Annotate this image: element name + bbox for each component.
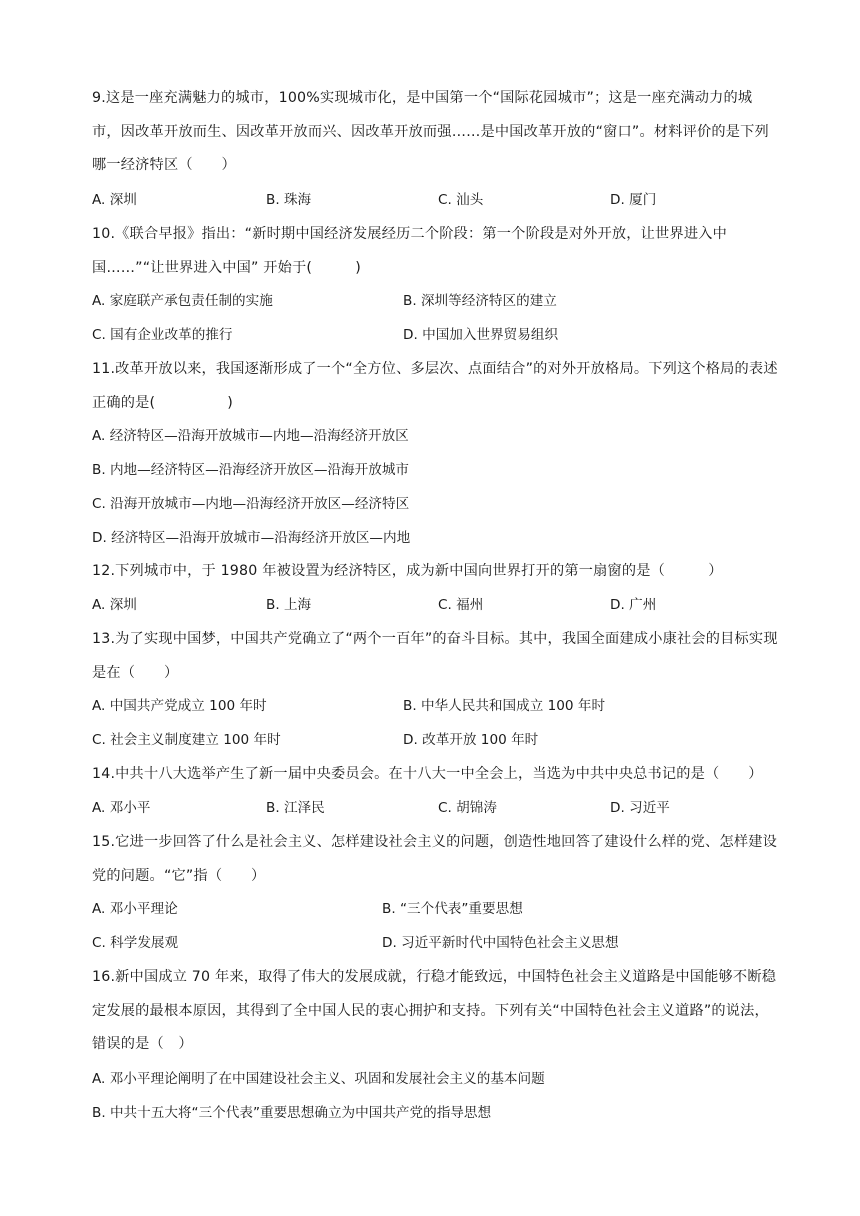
option-a[interactable]: A. 邓小平 (92, 800, 151, 816)
question-11-option-a-row (92, 420, 782, 453)
option-a[interactable]: A. 邓小平理论阐明了在中国建设社会主义、巩固和发展社会主义的基本问题 (92, 1071, 545, 1087)
option-b[interactable]: B. 江泽民 (266, 800, 325, 816)
option-c[interactable]: C. 汕头 (438, 192, 484, 208)
question-12-stem: 12.下列城市中，于 1980 年被设置为经济特区，成为新中国向世界打开的第一扇窗的是（ ） (92, 563, 723, 579)
question-16-option-b-row (92, 1097, 782, 1130)
question-15-options-row-1 (92, 893, 782, 926)
option-b[interactable]: B. 中华人民共和国成立 100 年时 (403, 698, 606, 714)
option-d[interactable]: D. 广州 (610, 597, 657, 613)
question-11-stem: 11.改革开放以来，我国逐渐形成了一个“全方位、多层次、点面结合”的对外开放格局。下列这个格局的表述正确的是( ) (92, 361, 778, 411)
question-11-option-b-row (92, 454, 782, 487)
option-d[interactable]: D. 经济特区—沿海开放城市—沿海经济开放区—内地 (92, 530, 411, 546)
question-13-options-row-2 (92, 724, 782, 757)
option-b[interactable]: B. 深圳等经济特区的建立 (403, 293, 557, 309)
option-c[interactable]: C. 国有企业改革的推行 (92, 327, 233, 343)
question-12-options (92, 589, 782, 622)
question-13-options-row-1 (92, 690, 782, 723)
question-11-option-c-row (92, 488, 782, 521)
option-a[interactable]: A. 经济特区—沿海开放城市—内地—沿海经济开放区 (92, 428, 409, 444)
option-b[interactable]: B. 上海 (266, 597, 312, 613)
option-a[interactable]: A. 中国共产党成立 100 年时 (92, 698, 267, 714)
option-c[interactable]: C. 沿海开放城市—内地—沿海经济开放区—经济特区 (92, 496, 410, 512)
question-9-stem: 9.这是一座充满魅力的城市，100%实现城市化，是中国第一个“国际花园城市”；这是一座充满动力的城市，因改革开放而生、因改革开放而兴、因改革开放而强……是中国改革开放的“窗口”。材料评价的是下列哪一经济特区（ ） (92, 90, 769, 173)
question-14-stem: 14.中共十八大选举产生了新一届中央委员会。在十八大一中全会上，当选为中共中央总书记的是（ ） (92, 766, 763, 782)
option-d[interactable]: D. 改革开放 100 年时 (403, 732, 539, 748)
question-9-options (92, 184, 782, 217)
option-d[interactable]: D. 习近平 (610, 800, 670, 816)
question-10-stem: 10.《联合早报》指出：“新时期中国经济发展经历二个阶段：第一个阶段是对外开放，让世界进入中国……”“让世界进入中国” 开始于( ) (92, 226, 727, 276)
option-a[interactable]: A. 邓小平理论 (92, 901, 178, 917)
option-d[interactable]: D. 中国加入世界贸易组织 (403, 327, 559, 343)
option-a[interactable]: A. 家庭联产承包责任制的实施 (92, 293, 273, 309)
option-b[interactable]: B. 中共十五大将“三个代表”重要思想确立为中国共产党的指导思想 (92, 1105, 492, 1121)
option-c[interactable]: C. 福州 (438, 597, 484, 613)
option-a[interactable]: A. 深圳 (92, 192, 137, 208)
question-15-stem: 15.它进一步回答了什么是社会主义、怎样建设社会主义的问题，创造性地回答了建设什么样的党、怎样建设党的问题。“它”指（ ） (92, 834, 777, 884)
question-13-stem: 13.为了实现中国梦，中国共产党确立了“两个一百年”的奋斗目标。其中，我国全面建成小康社会的目标实现是在（ ） (92, 631, 778, 681)
question-10-options-row-2 (92, 319, 782, 352)
question-11-option-d-row (92, 522, 782, 555)
option-d[interactable]: D. 厦门 (610, 192, 657, 208)
option-b[interactable]: B. 内地—经济特区—沿海经济开放区—沿海开放城市 (92, 462, 410, 478)
option-c[interactable]: C. 胡锦涛 (438, 800, 497, 816)
question-16-stem: 16.新中国成立 70 年来，取得了伟大的发展成就，行稳才能致远，中国特色社会主义道路是中国能够不断稳定发展的最根本原因，其得到了全中国人民的衷心拥护和支持。下列有关“中国特色社会主义道路”的说法，错误的是（ ） (92, 969, 777, 1052)
question-16-option-a-row (92, 1063, 782, 1096)
option-c[interactable]: C. 科学发展观 (92, 935, 179, 951)
option-b[interactable]: B. 珠海 (266, 192, 312, 208)
option-a[interactable]: A. 深圳 (92, 597, 137, 613)
option-b[interactable]: B. “三个代表”重要思想 (382, 901, 523, 917)
option-c[interactable]: C. 社会主义制度建立 100 年时 (92, 732, 281, 748)
question-14-options (92, 792, 782, 825)
option-d[interactable]: D. 习近平新时代中国特色社会主义思想 (382, 935, 619, 951)
question-15-options-row-2 (92, 927, 782, 960)
question-10-options-row-1 (92, 285, 782, 318)
